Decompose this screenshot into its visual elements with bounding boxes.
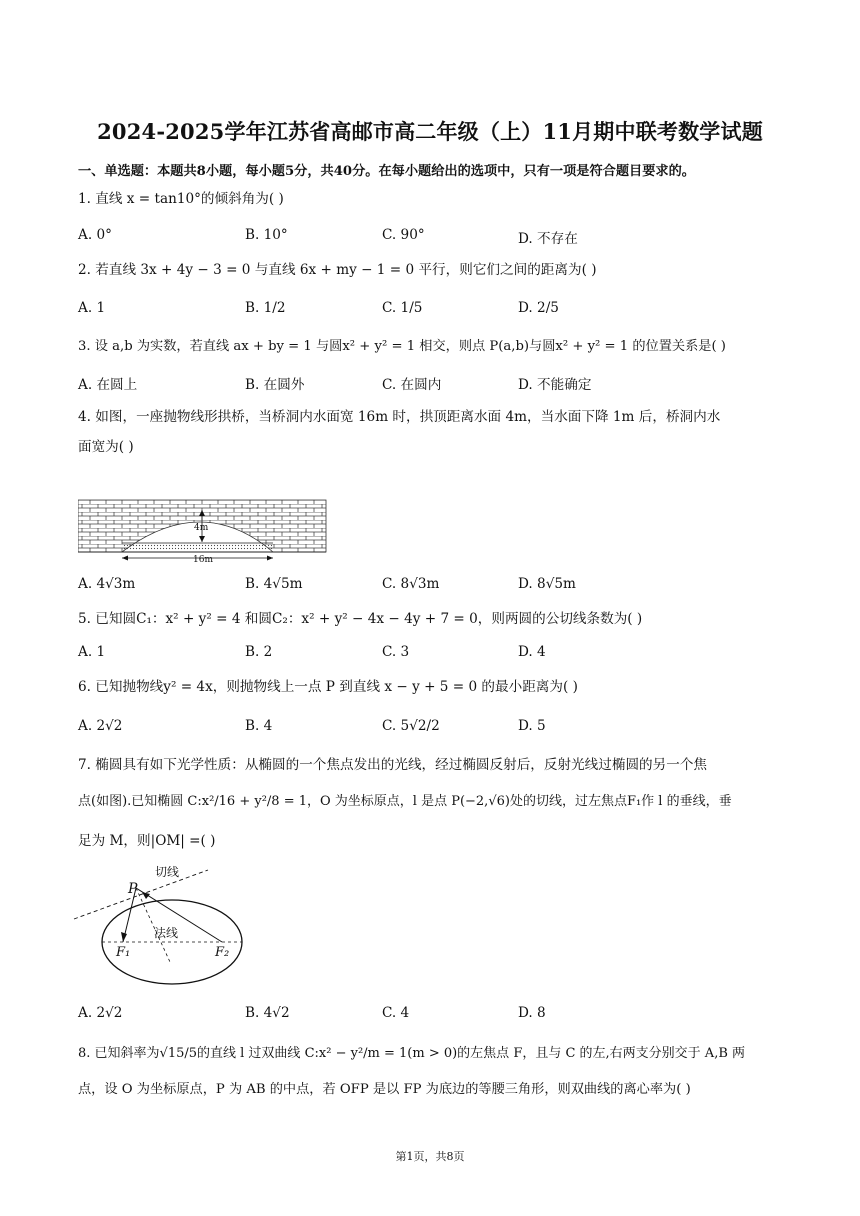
q5-option-d: D. 4 xyxy=(518,644,546,660)
q6-option-a: A. 2√2 xyxy=(78,718,123,734)
q7-option-d: D. 8 xyxy=(518,1005,546,1021)
q3-option-b: B. 在圆外 xyxy=(245,377,305,393)
q1-option-d: D. 不存在 xyxy=(518,231,578,247)
q4-option-b: B. 4√5m xyxy=(245,576,303,592)
question-7-stem-cont: 点(如图).已知椭圆 C:x²/16 + y²/8 = 1，O 为坐标原点，l 是点 P(−2,√6)处的切线，过左焦点F₁作 l 的垂线，垂 xyxy=(78,794,732,809)
q3-option-d: D. 不能确定 xyxy=(518,377,592,393)
page-footer: 第1页，共8页 xyxy=(395,1150,465,1163)
q6-option-b: B. 4 xyxy=(245,718,273,734)
q4-option-a: A. 4√3m xyxy=(78,576,136,592)
question-2-stem: 2. 若直线 3x + 4y − 3 = 0 与直线 6x + my − 1 = 0 平行，则它们之间的距离为( ) xyxy=(78,262,597,278)
question-3-stem: 3. 设 a,b 为实数，若直线 ax + by = 1 与圆x² + y² = 1 相交，则点 P(a,b)与圆x² + y² = 1 的位置关系是( ) xyxy=(78,339,726,354)
q5-option-a: A. 1 xyxy=(78,644,106,660)
focus-f2-label: F₂ xyxy=(215,945,230,960)
arch-height-label: 4m xyxy=(194,523,209,533)
q3-option-a: A. 在圆上 xyxy=(78,377,138,393)
question-7-stem-cont2: 足为 M，则|OM| =( ) xyxy=(78,833,216,849)
q2-option-c: C. 1/5 xyxy=(382,300,423,316)
q3-option-c: C. 在圆内 xyxy=(382,377,442,393)
focus-f1-label: F₁ xyxy=(116,945,131,960)
question-5-stem: 5. 已知圆C₁：x² + y² = 4 和圆C₂：x² + y² − 4x − 4y + 7 = 0，则两圆的公切线条数为( ) xyxy=(78,611,643,627)
q5-option-b: B. 2 xyxy=(245,644,273,660)
normal-label: 法线 xyxy=(154,926,179,940)
point-p-label: P xyxy=(128,881,138,897)
q2-option-b: B. 1/2 xyxy=(245,300,286,316)
arch-bridge-figure xyxy=(78,496,328,564)
page-title: 2024-2025学年江苏省高邮市高二年级（上）11月期中联考数学试题 xyxy=(97,119,763,144)
q7-option-a: A. 2√2 xyxy=(78,1005,123,1021)
q4-option-c: C. 8√3m xyxy=(382,576,440,592)
question-6-stem: 6. 已知抛物线y² = 4x，则抛物线上一点 P 到直线 x − y + 5 = 0 的最小距离为( ) xyxy=(78,679,578,695)
q2-option-a: A. 1 xyxy=(78,300,106,316)
q6-option-d: D. 5 xyxy=(518,718,546,734)
question-1-stem: 1. 直线 x = tan10°的倾斜角为( ) xyxy=(78,191,284,207)
q1-option-c: C. 90° xyxy=(382,227,425,243)
q1-option-a: A. 0° xyxy=(78,227,112,243)
question-4-stem: 4. 如图，一座抛物线形拱桥，当桥洞内水面宽 16m 时，拱顶距离水面 4m，当水面下降 1m 后，桥洞内水 xyxy=(78,409,721,425)
tangent-label: 切线 xyxy=(155,865,180,879)
q5-option-c: C. 3 xyxy=(382,644,410,660)
question-8-stem: 8. 已知斜率为√15/5的直线 l 过双曲线 C:x² − y²/m = 1(m > 0)的左焦点 F，且与 C 的左,右两支分别交于 A,B 两 xyxy=(78,1046,746,1061)
q4-option-d: D. 8√5m xyxy=(518,576,576,592)
q2-option-d: D. 2/5 xyxy=(518,300,559,316)
question-7-stem: 7. 椭圆具有如下光学性质：从椭圆的一个焦点发出的光线，经过椭圆反射后，反射光线过椭圆的另一个焦 xyxy=(78,757,708,773)
arch-width-label: 16m xyxy=(193,555,213,564)
q6-option-c: C. 5√2/2 xyxy=(382,718,440,734)
question-8-stem-cont: 点，设 O 为坐标原点，P 为 AB 的中点，若 OFP 是以 FP 为底边的等腰三角形，则双曲线的离心率为( ) xyxy=(78,1082,691,1097)
q7-option-b: B. 4√2 xyxy=(245,1005,290,1021)
section-heading: 一、单选题：本题共8小题，每小题5分，共40分。在每小题给出的选项中，只有一项是符合题目要求的。 xyxy=(78,164,695,179)
q7-option-c: C. 4 xyxy=(382,1005,410,1021)
question-4-stem-cont: 面宽为( ) xyxy=(78,439,134,455)
ellipse-figure xyxy=(72,858,252,988)
q1-option-b: B. 10° xyxy=(245,227,288,243)
